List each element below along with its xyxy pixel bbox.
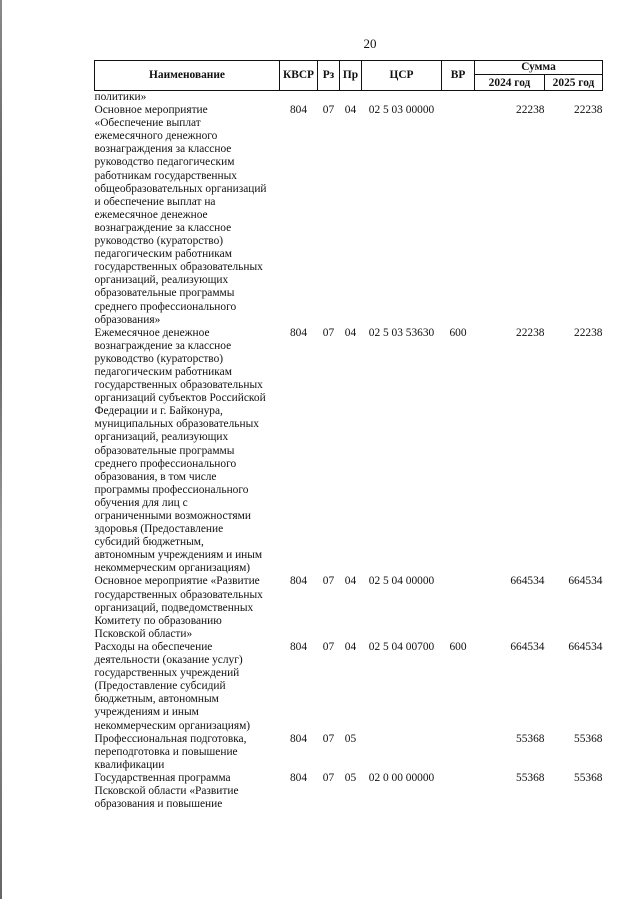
name-line: автономным учреждениям и иным <box>94 549 263 562</box>
cell-name <box>95 104 280 327</box>
cell-rz: 07 <box>322 326 335 339</box>
cell-2024: 55368 <box>516 732 545 745</box>
name-line: вознаграждения за классное <box>94 143 232 156</box>
name-line: государственных образовательных <box>94 379 263 392</box>
name-line: Расходы на обеспечение <box>94 640 213 653</box>
name-line: руководство педагогическим <box>94 156 235 169</box>
table-header <box>95 61 603 91</box>
name-line: программы профессионального <box>94 483 249 496</box>
cell-rz: 07 <box>322 732 335 745</box>
cell-vr <box>442 91 475 105</box>
name-line: политики» <box>94 91 147 103</box>
header-vr: ВР <box>442 61 475 91</box>
name-line: ежемесячное денежное <box>94 208 208 221</box>
cell-pr: 04 <box>344 640 357 653</box>
name-line: образования, в том числе <box>94 470 217 483</box>
cell-kvsr: 804 <box>289 640 308 653</box>
name-line: образования» <box>94 313 161 326</box>
name-line: образовательные программы <box>94 444 235 457</box>
cell-pr: 04 <box>344 326 357 339</box>
cell-vr <box>442 772 475 811</box>
name-line: учреждениям и иным <box>94 706 199 719</box>
table-row <box>95 104 603 327</box>
table-row <box>95 641 603 733</box>
name-line: Псковской области «Развитие <box>94 784 239 797</box>
cell-2024: 22238 <box>516 104 545 117</box>
name-line: Ежемесячное денежное <box>94 326 210 339</box>
table-row <box>95 575 603 640</box>
name-line: вознаграждение за классное <box>94 339 232 352</box>
header-rz: Рз <box>318 61 340 91</box>
name-line: образования и повышение <box>94 798 223 811</box>
name-line: Государственная программа <box>94 771 231 784</box>
cell-2024: 664534 <box>510 575 545 588</box>
table-row <box>95 772 603 811</box>
cell-vr <box>442 575 475 640</box>
name-line: Федерации и г. Байконура, <box>94 405 223 418</box>
cell-2025: 664534 <box>568 575 603 588</box>
header-pr: Пр <box>340 61 362 91</box>
name-line: государственных образовательных <box>94 588 263 601</box>
name-line: ограниченными возможностями <box>94 510 251 522</box>
name-line: работникам государственных <box>94 169 237 182</box>
cell-pr: 05 <box>344 771 357 784</box>
name-line: здоровья (Предоставление <box>94 523 224 536</box>
cell-csr: 02 5 04 00000 <box>368 575 435 588</box>
cell-name <box>95 772 280 811</box>
name-line: руководство (кураторство) <box>94 235 224 248</box>
name-line: Псковской области» <box>94 627 193 640</box>
name-line: «Обеспечение выплат <box>94 117 201 130</box>
name-line: педагогическим работникам <box>94 248 232 261</box>
cell-pr: 04 <box>344 104 357 117</box>
name-line: и обеспечение выплат на <box>94 195 216 208</box>
name-line: Профессиональная подготовка, <box>94 732 247 745</box>
name-line: руководство (кураторство) <box>94 352 224 365</box>
name-line: деятельности (оказание услуг) <box>94 654 243 667</box>
name-line: переподготовка и повышение <box>94 745 238 758</box>
header-name: Наименование <box>95 61 280 91</box>
cell-2024: 22238 <box>516 326 545 339</box>
cell-name <box>95 327 280 576</box>
header-year-2024: 2024 год <box>475 75 545 91</box>
cell-2025: 22238 <box>574 326 603 339</box>
cell-csr: 02 5 03 53630 <box>368 326 435 339</box>
name-line: образовательные программы <box>94 287 235 300</box>
name-line: общеобразовательных организаций <box>94 182 267 195</box>
name-line: организаций, реализующих <box>94 274 229 287</box>
scan-edge <box>0 0 2 899</box>
cell-pr: 05 <box>344 732 357 745</box>
cell-2025 <box>545 91 603 105</box>
cell-name <box>95 641 280 733</box>
name-line: Основное мероприятие <box>94 104 208 117</box>
cell-rz <box>318 91 340 105</box>
cell-rz: 07 <box>322 575 335 588</box>
name-line: субсидий бюджетным, <box>94 536 204 549</box>
header-sum: Сумма <box>475 61 603 75</box>
page-number: 20 <box>363 36 377 51</box>
cell-kvsr: 804 <box>289 575 308 588</box>
cell-vr <box>442 104 475 327</box>
name-line: среднего профессионального <box>94 300 237 313</box>
name-line: некоммерческим организациям) <box>94 562 251 575</box>
name-line: государственных образовательных <box>94 261 263 274</box>
table-row <box>95 733 603 772</box>
name-line: Основное мероприятие «Развитие <box>94 575 260 588</box>
cell-rz: 07 <box>322 640 335 653</box>
cell-kvsr: 804 <box>289 732 308 745</box>
cell-rz: 07 <box>322 771 335 784</box>
cell-csr: 02 5 03 00000 <box>368 104 435 117</box>
name-line: организаций, реализующих <box>94 431 229 444</box>
cell-2024: 664534 <box>510 640 545 653</box>
name-line: Комитету по образованию <box>94 614 222 627</box>
cell-kvsr: 804 <box>289 771 308 784</box>
name-line: квалификации <box>94 758 165 771</box>
cell-2024: 55368 <box>516 771 545 784</box>
header-year-2025: 2025 год <box>545 75 603 91</box>
name-line: некоммерческим организациям) <box>94 719 251 732</box>
budget-table <box>94 60 603 811</box>
cell-2025: 664534 <box>568 640 603 653</box>
cell-csr <box>362 733 442 772</box>
name-line: организаций субъектов Российской <box>94 392 266 405</box>
cell-kvsr: 804 <box>289 326 308 339</box>
name-line: государственных учреждений <box>94 667 240 680</box>
cell-csr: 02 5 04 00700 <box>368 640 435 653</box>
name-line: обучения для лиц с <box>94 496 188 509</box>
cell-pr: 04 <box>344 575 357 588</box>
cell-name <box>95 733 280 772</box>
header-kvsr: КВСР <box>280 61 318 91</box>
cell-name <box>95 575 280 640</box>
cell-csr: 02 0 00 00000 <box>368 771 435 784</box>
cell-vr <box>442 733 475 772</box>
cell-kvsr <box>280 91 318 105</box>
table-row <box>95 91 603 105</box>
table-row <box>95 327 603 576</box>
name-line: (Предоставление субсидий <box>94 680 226 693</box>
cell-rz: 07 <box>322 104 335 117</box>
cell-2025: 55368 <box>574 732 603 745</box>
cell-2025: 55368 <box>574 771 603 784</box>
table-body <box>95 91 603 812</box>
cell-csr <box>362 91 442 105</box>
name-line: организаций, подведомственных <box>94 601 254 614</box>
name-line: вознаграждение за классное <box>94 221 232 234</box>
header-csr: ЦСР <box>362 61 442 91</box>
cell-2025: 22238 <box>574 104 603 117</box>
name-line: ежемесячного денежного <box>94 130 218 143</box>
cell-name <box>95 91 280 105</box>
cell-vr: 600 <box>449 640 467 653</box>
cell-pr <box>340 91 362 105</box>
name-line: педагогическим работникам <box>94 365 232 378</box>
name-line: бюджетным, автономным <box>94 693 219 706</box>
cell-vr: 600 <box>449 326 467 339</box>
name-line: среднего профессионального <box>94 457 237 470</box>
name-line: муниципальных образовательных <box>94 418 259 431</box>
cell-2024 <box>475 91 545 105</box>
cell-kvsr: 804 <box>289 104 308 117</box>
